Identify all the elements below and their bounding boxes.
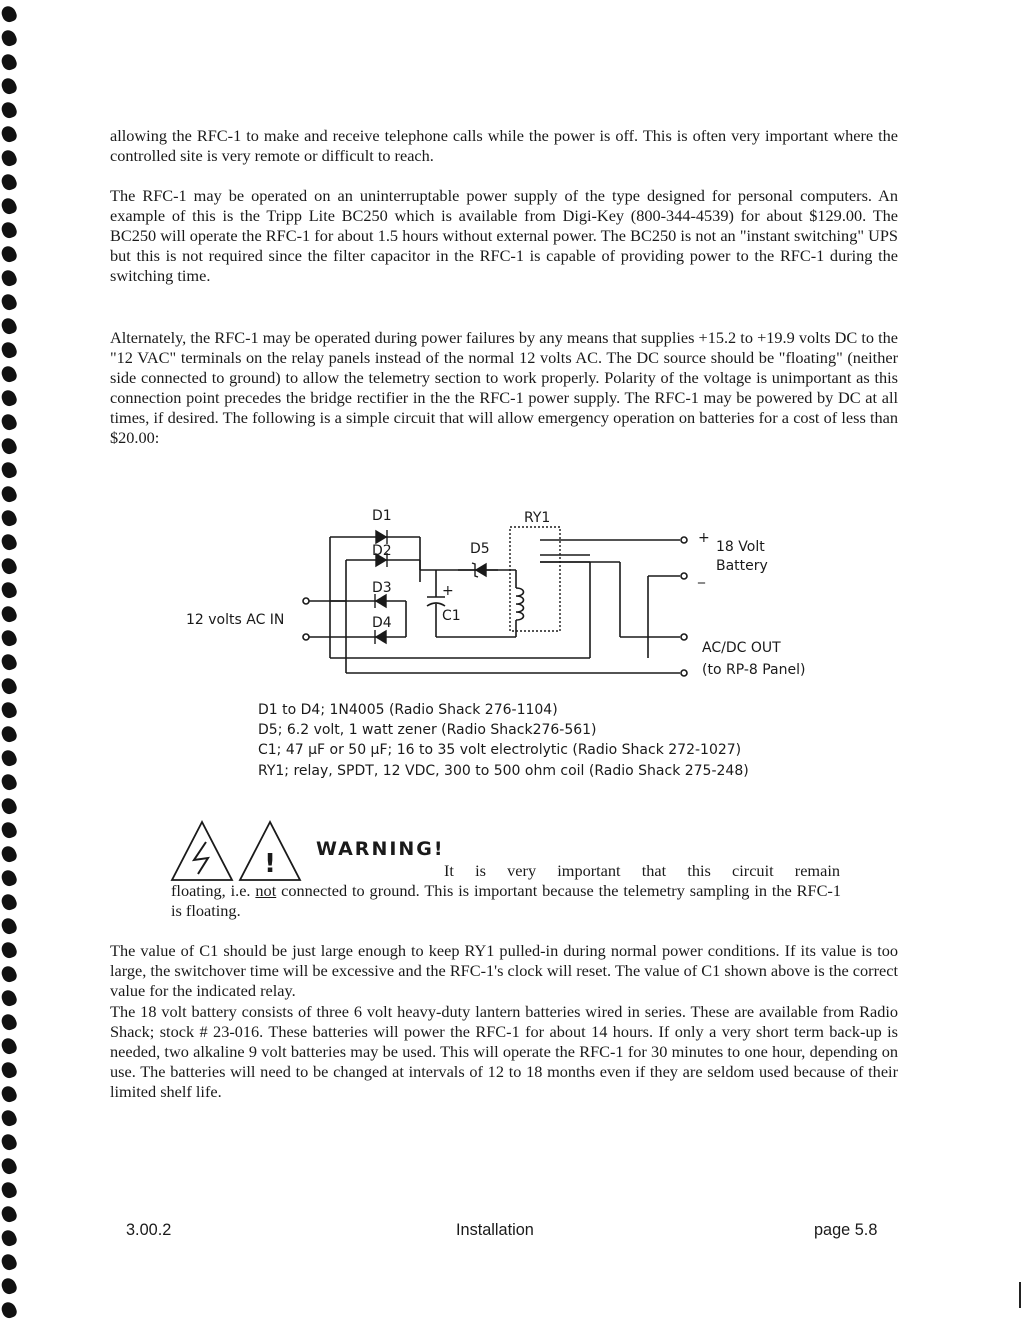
part-relay: RY1; relay, SPDT, 12 VDC, 300 to 500 ohm coil (Radio Shack 275-248) (258, 762, 749, 779)
label-output-line2: (to RP-8 Panel) (702, 662, 806, 678)
footer-page-number: page 5.8 (814, 1221, 878, 1239)
label-d4: D4 (372, 615, 392, 631)
high-voltage-icon (172, 822, 232, 880)
label-battery-line1: 18 Volt (716, 539, 765, 555)
warning-icons (170, 820, 310, 882)
parts-list (258, 700, 858, 781)
label-ac-input: 12 volts AC IN (186, 612, 285, 628)
battery-backup-schematic (180, 500, 840, 690)
warning-text-post: connected to ground. This is important because the telemetry sampling in the RFC-1 is floating. (171, 881, 841, 920)
label-d5: D5 (470, 541, 490, 557)
warning-text-body (171, 881, 841, 921)
paragraph-ups: The RFC-1 may be operated on an uninterruptable power supply of the type designed for personal computers. An example of this is the Tripp Lite BC250 which is available from Digi-Key (800-344-4539) for about $129.00. The BC250 will operate the RFC-1 for about 1.5 hours without external power. The BC250 is not an "instant switching" UPS but this is not required since the filter capacitor in the RFC-1 is capable of providing power to the RFC-1 during the switching time. (110, 186, 898, 286)
binding-holes (0, 0, 24, 1323)
part-capacitor: C1; 47 µF or 50 µF; 16 to 35 volt electrolytic (Radio Shack 272-1027) (258, 742, 742, 759)
label-minus: _ (698, 568, 705, 584)
footer-section: Installation (456, 1221, 534, 1239)
label-d2: D2 (372, 543, 392, 559)
warning-text-emphasis: not (255, 881, 277, 900)
paragraph-intro: allowing the RFC-1 to make and receive telephone calls while the power is off. This is often very important where the controlled site is very remote or difficult to reach. (110, 126, 898, 166)
part-zener: D5; 6.2 volt, 1 watt zener (Radio Shack276-561) (258, 722, 597, 739)
label-plus: + (698, 530, 710, 546)
warning-text-pre: floating, i.e. (171, 881, 256, 900)
part-diodes: D1 to D4; 1N4005 (Radio Shack 276-1104) (258, 702, 558, 718)
edge-mark (1019, 1282, 1021, 1308)
paragraph-alternate-power: Alternately, the RFC-1 may be operated during power failures by any means that supplies +15.2 to +19.9 volts DC to the "12 VAC" terminals on the relay panels instead of the normal 12 volts AC. The DC source should be "floating" (neither side connected to ground) to allow the telemetry section to work properly. Polarity of the voltage is unimportant as this connection point precedes the bridge rectifier in the the RFC-1 power supply. The RFC-1 may be powered by DC at all times, if desired. The following is a simple circuit that will allow emergency operation on batteries for a cost of less than $20.00: (110, 328, 898, 448)
label-c1: C1 (442, 608, 461, 624)
warning-text-line1: It is very important that this circuit remain (444, 861, 840, 880)
label-d3: D3 (372, 580, 392, 596)
label-battery-line2: Battery (716, 558, 768, 574)
caution-icon-mark: ! (264, 849, 276, 879)
label-d1: D1 (372, 508, 392, 524)
paragraph-battery: The 18 volt battery consists of three 6 volt heavy-duty lantern batteries wired in series. These are available from Radio Shack; stock # 23-016. These batteries will power the RFC-1 for about 14 hours. If only a very short term back-up is needed, two alkaline 9 volt batteries may be used. This will operate the RFC-1 for 30 minutes to one hour, depending on use. The batteries will need to be changed at intervals of 12 to 18 months even if they are seldom used because of their limited shelf life. (110, 1002, 898, 1102)
caution-icon (240, 822, 300, 880)
footer-version: 3.00.2 (126, 1221, 172, 1239)
label-cap-plus: + (442, 583, 454, 599)
label-ry1: RY1 (524, 510, 551, 526)
paragraph-c1-value: The value of C1 should be just large enough to keep RY1 pulled-in during normal power conditions. If its value is too large, the switchover time will be excessive and the RFC-1's clock will reset. The value of C1 shown above is the correct value for the indicated relay. (110, 941, 898, 1001)
warning-title: WARNING! (316, 838, 445, 860)
label-output-line1: AC/DC OUT (702, 640, 781, 656)
